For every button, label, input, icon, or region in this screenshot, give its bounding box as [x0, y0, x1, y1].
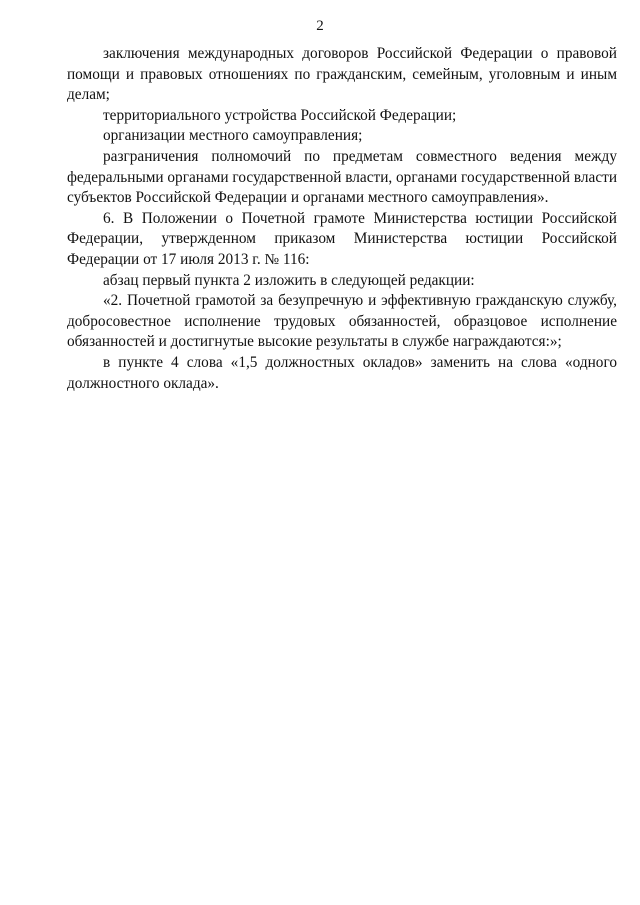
- paragraph-clause-2-text: «2. Почетной грамотой за безупречную и эффективную гражданскую службу, добросовестное исполнение трудовых обязанностей, образцовое исполнение обязанностей и достигнутые высокие результаты в службе награждаются:»;: [67, 292, 617, 351]
- paragraph-item-6: 6. В Положении о Почетной грамоте Министерства юстиции Российской Федерации, утвержденном приказом Министерства юстиции Российской Федерации от 17 июля 2013 г. № 116:: [67, 209, 617, 268]
- paragraph-amend-clause-4: в пункте 4 слова «1,5 должностных окладов» заменить на слова «одного должностного оклада».: [67, 353, 617, 392]
- page-number: 2: [316, 18, 324, 34]
- paragraph-amend-clause-2: абзац первый пункта 2 изложить в следующей редакции:: [103, 271, 475, 289]
- paragraph-international-treaties: заключения международных договоров Российской Федерации о правовой помощи и правовых отношениях по гражданским, семейным, уголовным и иным делам;: [67, 45, 617, 104]
- paragraph-local-self-government: организации местного самоуправления;: [103, 127, 363, 145]
- document-body: [67, 44, 617, 394]
- paragraph-territorial-structure: территориального устройства Российской Федерации;: [103, 106, 457, 124]
- paragraph-division-of-powers: разграничения полномочий по предметам совместного ведения между федеральными органами государственной власти, органами государственной власти субъектов Российской Федерации и органами местного самоуправления».: [67, 147, 618, 207]
